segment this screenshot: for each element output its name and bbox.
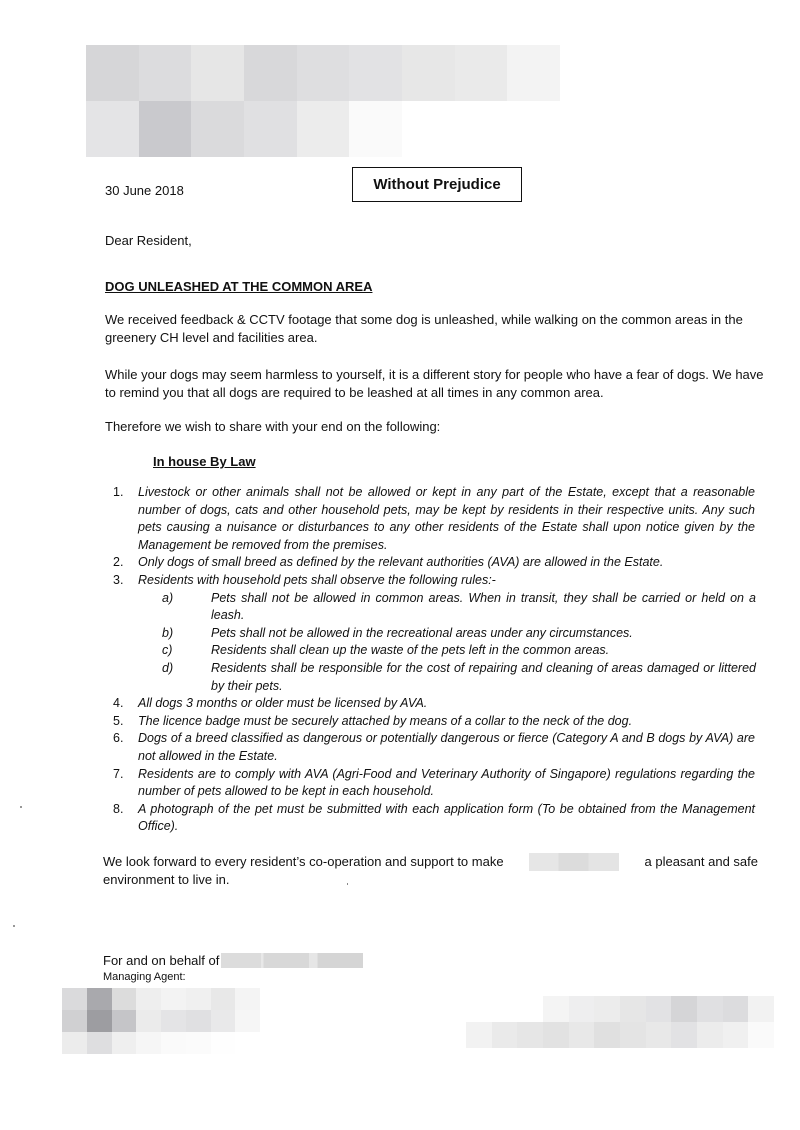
rule-number: 3. bbox=[113, 572, 124, 587]
paragraph-reminder: While your dogs may seem harmless to yourself, it is a different story for people who have a fear of dogs. We have to remind you that all dogs are required to be leashed at all times in any common area. bbox=[105, 367, 764, 400]
redacted-company-name bbox=[221, 953, 363, 968]
redacted-estate-name bbox=[529, 853, 619, 871]
rule-item bbox=[0, 554, 755, 572]
rule-number: 8. bbox=[113, 801, 124, 816]
rule-text: Livestock or other animals shall not be allowed or kept in any part of the Estate, except that a reasonable number of dogs, cats and other household pets, may be kept by residents in their respective units. Any such pets causing a nuisance or disturbances to any other residents of the Estate shall upon notice given by the Management be removed from the premises. bbox=[138, 485, 755, 552]
rule-text: Only dogs of small breed as defined by the relevant authorities (AVA) are allowed in the Estate. bbox=[138, 555, 664, 570]
salutation: Dear Resident, bbox=[105, 233, 192, 248]
without-prejudice-box: Without Prejudice bbox=[352, 167, 522, 202]
letter-date: 30 June 2018 bbox=[105, 183, 184, 198]
rule-item bbox=[0, 730, 755, 765]
rule-number: 1. bbox=[113, 485, 124, 499]
subrule-item bbox=[0, 625, 756, 643]
letter-subject: DOG UNLEASHED AT THE COMMON AREA bbox=[105, 279, 373, 294]
rule-item bbox=[0, 484, 755, 554]
rule-text: Dogs of a breed classified as dangerous or potentially dangerous or fierce (Category A and B dogs by AVA) are not allowed in the Estate. bbox=[138, 731, 755, 763]
rule-number: 6. bbox=[113, 731, 124, 746]
rule-item bbox=[0, 572, 755, 590]
rule-number: 7. bbox=[113, 766, 124, 781]
rule-number: 5. bbox=[113, 713, 124, 728]
subrule-text: Pets shall not be allowed in the recreational areas under any circumstances. bbox=[211, 625, 633, 640]
subrule-letter: a) bbox=[162, 590, 174, 605]
rule-item bbox=[0, 801, 755, 836]
rule-text: Residents are to comply with AVA (Agri-Food and Veterinary Authority of Singapore) regulations regarding the number of pets allowed to be kept in each household. bbox=[138, 766, 755, 799]
redacted-signature-left bbox=[62, 988, 260, 1054]
closing-text-start: We look forward to every resident’s co-operation and support to make bbox=[103, 854, 504, 869]
redacted-letterhead bbox=[86, 45, 560, 157]
subrule-letter: d) bbox=[162, 660, 174, 675]
subrule-letter: c) bbox=[162, 643, 173, 658]
subrule-text: Residents shall clean up the waste of the pets left in the common areas. bbox=[211, 643, 610, 658]
subrule-item bbox=[0, 590, 756, 625]
rule-item bbox=[0, 766, 755, 801]
paragraph-intro: Therefore we wish to share with your end on the following: bbox=[105, 419, 441, 434]
subrule-item bbox=[0, 660, 756, 695]
rule-number: 4. bbox=[113, 696, 124, 711]
closing-paragraph bbox=[103, 853, 758, 889]
subrule-letter: b) bbox=[162, 625, 174, 640]
scan-speck bbox=[13, 925, 15, 927]
bylaw-rules-list bbox=[0, 484, 800, 836]
rule-number: 2. bbox=[113, 555, 124, 570]
paragraph-feedback: We received feedback & CCTV footage that some dog is unleashed, while walking on the common areas in the greenery CH level and facilities area. bbox=[105, 312, 743, 345]
subrule-text: Residents shall be responsible for the cost of repairing and cleaning of areas damaged or littered by their pets. bbox=[211, 660, 756, 693]
redacted-signature-right bbox=[466, 996, 774, 1048]
rule-text: A photograph of the pet must be submitted with each application form (To be obtained from the Management Office). bbox=[138, 801, 755, 834]
on-behalf-line bbox=[103, 953, 363, 968]
rule-text: Residents with household pets shall observe the following rules:- bbox=[138, 572, 496, 587]
bylaw-title: In house By Law bbox=[153, 454, 256, 469]
closing-text-line2: environment to live in. bbox=[103, 872, 230, 887]
rule-item bbox=[0, 695, 755, 713]
rule-item bbox=[0, 713, 755, 731]
scan-speck bbox=[20, 806, 22, 808]
closing-text-end: a pleasant and safe bbox=[644, 854, 758, 869]
managing-agent-label: Managing Agent: bbox=[103, 971, 186, 983]
rule-text: All dogs 3 months or older must be licensed by AVA. bbox=[138, 696, 428, 711]
rule-text: The licence badge must be securely attached by means of a collar to the neck of the dog. bbox=[138, 713, 633, 728]
scan-speck bbox=[347, 883, 348, 885]
on-behalf-label: For and on behalf of bbox=[103, 953, 220, 968]
subrule-text: Pets shall not be allowed in common areas. When in transit, they shall be carried or held on a leash. bbox=[211, 590, 756, 623]
subrule-item bbox=[0, 642, 756, 660]
